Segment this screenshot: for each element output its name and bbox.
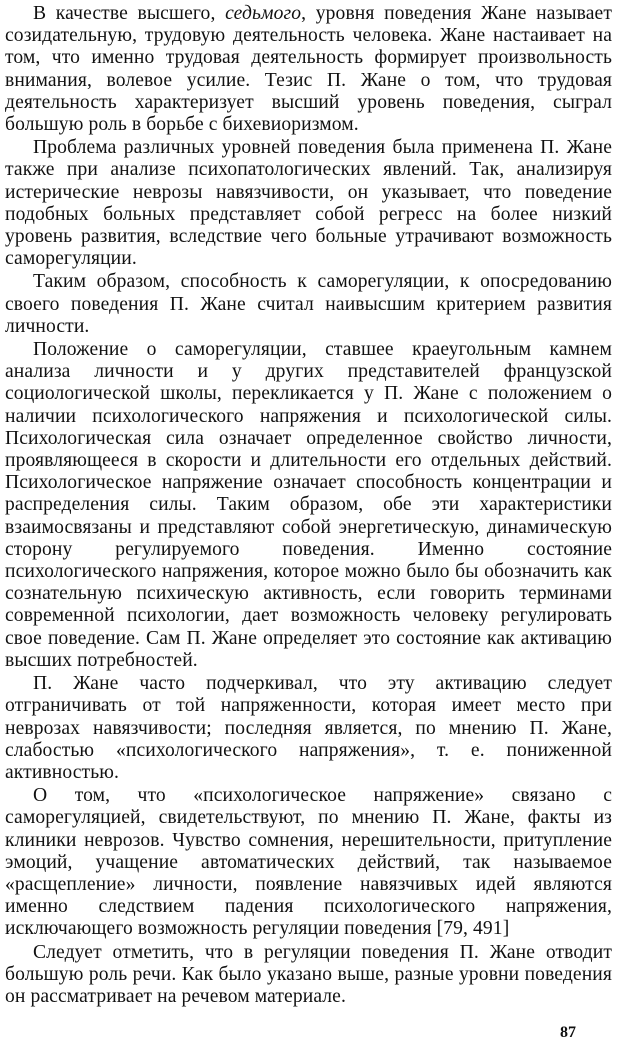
- paragraph-psychopathology: Проблема различных уровней поведения была применена П. Жане также при анализе психопатологических явлений. Так, анализируя истерические неврозы навязчивости, он указывает, что поведение подобных больных представляет собой регресс на более низкий уровень развития, вследствие чего больные утрачивают возможность саморегуляции.: [5, 137, 612, 270]
- page-number: 87: [560, 1024, 576, 1041]
- paragraph-activation: П. Жане часто подчеркивал, что эту активацию следует отграничивать от той напряженности, которая имеет место при неврозах навязчивости; последняя является, по мнению П. Жане, слабостью «психологического напряжения», т. е. пониженной активностью.: [5, 673, 612, 783]
- paragraph-1-rest: , уровня поведения Жане называет созидательную, трудовую деятельность человека. Жане настаивает на том, что именно трудовая деятельность формирует произвольность внимания, волевое усилие. Тезис П. Жане о том, что трудовая деятельность характеризует высший уровень поведения, сыграл большую роль в борьбе с бихевиоризмом.: [5, 3, 613, 136]
- paragraph-self-regulation-criterion: Таким образом, способность к саморегуляции, к опосредованию своего поведения П. Жане считал наивысшим критерием развития личности.: [5, 271, 612, 337]
- emphasis-seventh: седьмого: [225, 3, 302, 24]
- paragraph-neuroses: О том, что «психологическое напряжение» связано с саморегуляцией, свидетельствуют, по мнению П. Жане, факты из клиники неврозов. Чувство сомнения, нерешительности, притупление эмоций, учащение автоматических действий, так называемое «расщепление» личности, появление навязчивых идей являются именно следствием падения психологического напряжения, исключающего возможность регуляции поведения [79, 491]: [5, 785, 612, 940]
- paragraph-1-lead: В качестве высшего,: [33, 3, 226, 24]
- paragraph-speech-role: Следует отметить, что в регуляции поведения П. Жане отводит большую роль речи. Как было указано выше, разные уровни поведения он рассматривает на речевом материале.: [5, 941, 612, 1007]
- paragraph-psychological-tension: Положение о саморегуляции, ставшее краеугольным камнем анализа личности и у других представителей французской социологической школы, перекликается у П. Жане с положением о наличии психологического напряжения и психологической силы. Психологическая сила означает определенное свойство личности, проявляющееся в скорости и длительности его отдельных действий. Психологическое напряжение означает способность концентрации и распределения силы. Таким образом, обе эти характеристики взаимосвязаны и представляют собой энергетическую, динамическую сторону регулируемого поведения. Именно состояние психологического напряжения, которое можно было бы обозначить как сознательную психическую активность, если говорить терминами современной психологии, дает возможность человеку регулировать свое поведение. Сам П. Жане определяет это состояние как активацию высших потребностей.: [5, 339, 612, 671]
- paragraph-seventh-level: [5, 3, 612, 136]
